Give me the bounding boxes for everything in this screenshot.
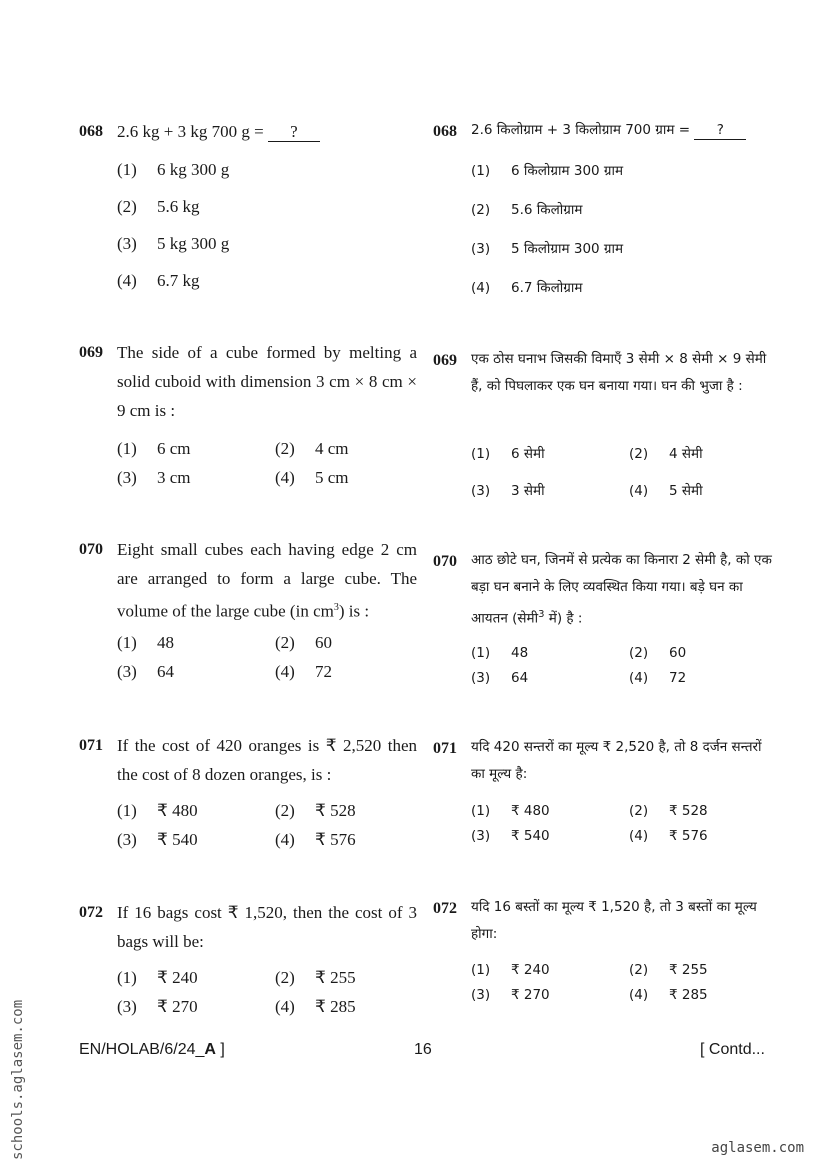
corner-watermark: aglasem.com [711, 1140, 804, 1156]
question-text: If 16 bags cost ₹ 1,520, then the cost of 3 bags will be: [117, 903, 417, 951]
option-1[interactable]: (1) 6 किलोग्राम 300 ग्राम [471, 163, 624, 179]
option-3[interactable]: (3) 64 [117, 662, 174, 681]
option-3[interactable]: (3) 5 किलोग्राम 300 ग्राम [471, 241, 624, 257]
question-069-en [79, 338, 417, 498]
option-2[interactable]: (2) 5.6 kg [117, 197, 200, 216]
option-2[interactable]: (2) 5.6 किलोग्राम [471, 202, 583, 218]
option-1[interactable]: (1) 48 [117, 633, 174, 652]
question-070-en [79, 535, 417, 695]
option-1[interactable]: (1) 6 सेमी [471, 446, 545, 462]
question-number: 070 [433, 553, 457, 570]
question-number: 071 [79, 737, 103, 754]
question-text: एक ठोस घनाभ जिसकी विमाएँ 3 सेमी × 8 सेमी × 9 सेमी हैं, को पिघलाकर एक घन बनाया गया। घन की भुजा है : [471, 351, 767, 394]
question-072-hi [433, 894, 778, 1014]
answer-blank: ? [694, 121, 746, 140]
question-text: यदि 420 सन्तरों का मूल्य ₹ 2,520 है, तो 8 दर्जन सन्तरों का मूल्य है: [471, 739, 762, 782]
option-4[interactable]: (4) ₹ 285 [629, 987, 708, 1003]
question-number: 068 [433, 123, 457, 140]
option-3[interactable]: (3) 64 [471, 670, 529, 686]
question-number: 069 [79, 344, 103, 361]
option-4[interactable]: (4) ₹ 285 [275, 997, 356, 1016]
question-number: 072 [433, 900, 457, 917]
question-068-en [79, 117, 417, 297]
option-3[interactable]: (3) ₹ 540 [471, 828, 550, 844]
option-3[interactable]: (3) ₹ 540 [117, 830, 198, 849]
option-3[interactable]: (3) 3 सेमी [471, 483, 545, 499]
option-4[interactable]: (4) ₹ 576 [275, 830, 356, 849]
question-text: 2.6 kg + 3 kg 700 g = ? [117, 117, 417, 146]
option-3[interactable]: (3) 5 kg 300 g [117, 234, 230, 253]
option-4[interactable]: (4) 6.7 kg [117, 271, 200, 290]
option-4[interactable]: (4) 6.7 किलोग्राम [471, 280, 583, 296]
question-number: 068 [79, 123, 103, 140]
option-1[interactable]: (1) 48 [471, 645, 529, 661]
answer-blank: ? [268, 123, 320, 142]
option-3[interactable]: (3) 3 cm [117, 468, 191, 487]
question-068-hi [433, 117, 778, 307]
question-text: आठ छोटे घन, जिनमें से प्रत्येक का किनारा 2 सेमी है, को एक बड़ा घन बनाने के लिए व्यवस्थित किया गया। बड़े घन का आयतन (सेमी$^3$ में) है : [471, 552, 772, 627]
question-072-en [79, 898, 417, 1028]
option-3[interactable]: (3) ₹ 270 [117, 997, 198, 1016]
question-069-hi [433, 346, 778, 511]
option-1[interactable]: (1) ₹ 240 [471, 962, 550, 978]
continued-note: [ Contd... [700, 1041, 765, 1058]
option-1[interactable]: (1) 6 kg 300 g [117, 160, 230, 179]
option-4[interactable]: (4) ₹ 576 [629, 828, 708, 844]
option-2[interactable]: (2) ₹ 255 [275, 968, 356, 987]
option-2[interactable]: (2) 4 सेमी [629, 446, 703, 462]
paper-code: EN/HOLAB/6/24_A ] [79, 1041, 225, 1058]
question-number: 070 [79, 541, 103, 558]
option-1[interactable]: (1) 6 cm [117, 439, 191, 458]
option-1[interactable]: (1) ₹ 480 [471, 803, 550, 819]
question-text: If the cost of 420 oranges is ₹ 2,520 then the cost of 8 dozen oranges, is : [117, 736, 417, 784]
question-number: 071 [433, 740, 457, 757]
question-number: 072 [79, 904, 103, 921]
option-2[interactable]: (2) 4 cm [275, 439, 349, 458]
question-text: Eight small cubes each having edge 2 cm are arranged to form a large cube. The volume of the large cube (in $cm^3$) is : [117, 540, 417, 621]
option-2[interactable]: (2) 60 [275, 633, 332, 652]
question-071-hi [433, 734, 778, 854]
question-text: The side of a cube formed by melting a solid cuboid with dimension 3 cm × 8 cm × 9 cm is : [117, 343, 417, 420]
page-number: 16 [414, 1041, 432, 1058]
option-3[interactable]: (3) ₹ 270 [471, 987, 550, 1003]
question-071-en [79, 731, 417, 861]
option-4[interactable]: (4) 72 [629, 670, 687, 686]
option-4[interactable]: (4) 5 cm [275, 468, 349, 487]
option-2[interactable]: (2) ₹ 255 [629, 962, 708, 978]
option-2[interactable]: (2) 60 [629, 645, 687, 661]
question-number: 069 [433, 352, 457, 369]
option-1[interactable]: (1) ₹ 240 [117, 968, 198, 987]
side-watermark: schools.aglasem.com [10, 999, 26, 1160]
option-4[interactable]: (4) 72 [275, 662, 332, 681]
option-2[interactable]: (2) ₹ 528 [629, 803, 708, 819]
question-text: यदि 16 बस्तों का मूल्य ₹ 1,520 है, तो 3 बस्तों का मूल्य होगा: [471, 899, 757, 942]
option-1[interactable]: (1) ₹ 480 [117, 801, 198, 820]
question-070-hi [433, 547, 778, 697]
option-4[interactable]: (4) 5 सेमी [629, 483, 703, 499]
question-text: 2.6 किलोग्राम + 3 किलोग्राम 700 ग्राम = ? [471, 117, 778, 144]
option-2[interactable]: (2) ₹ 528 [275, 801, 356, 820]
